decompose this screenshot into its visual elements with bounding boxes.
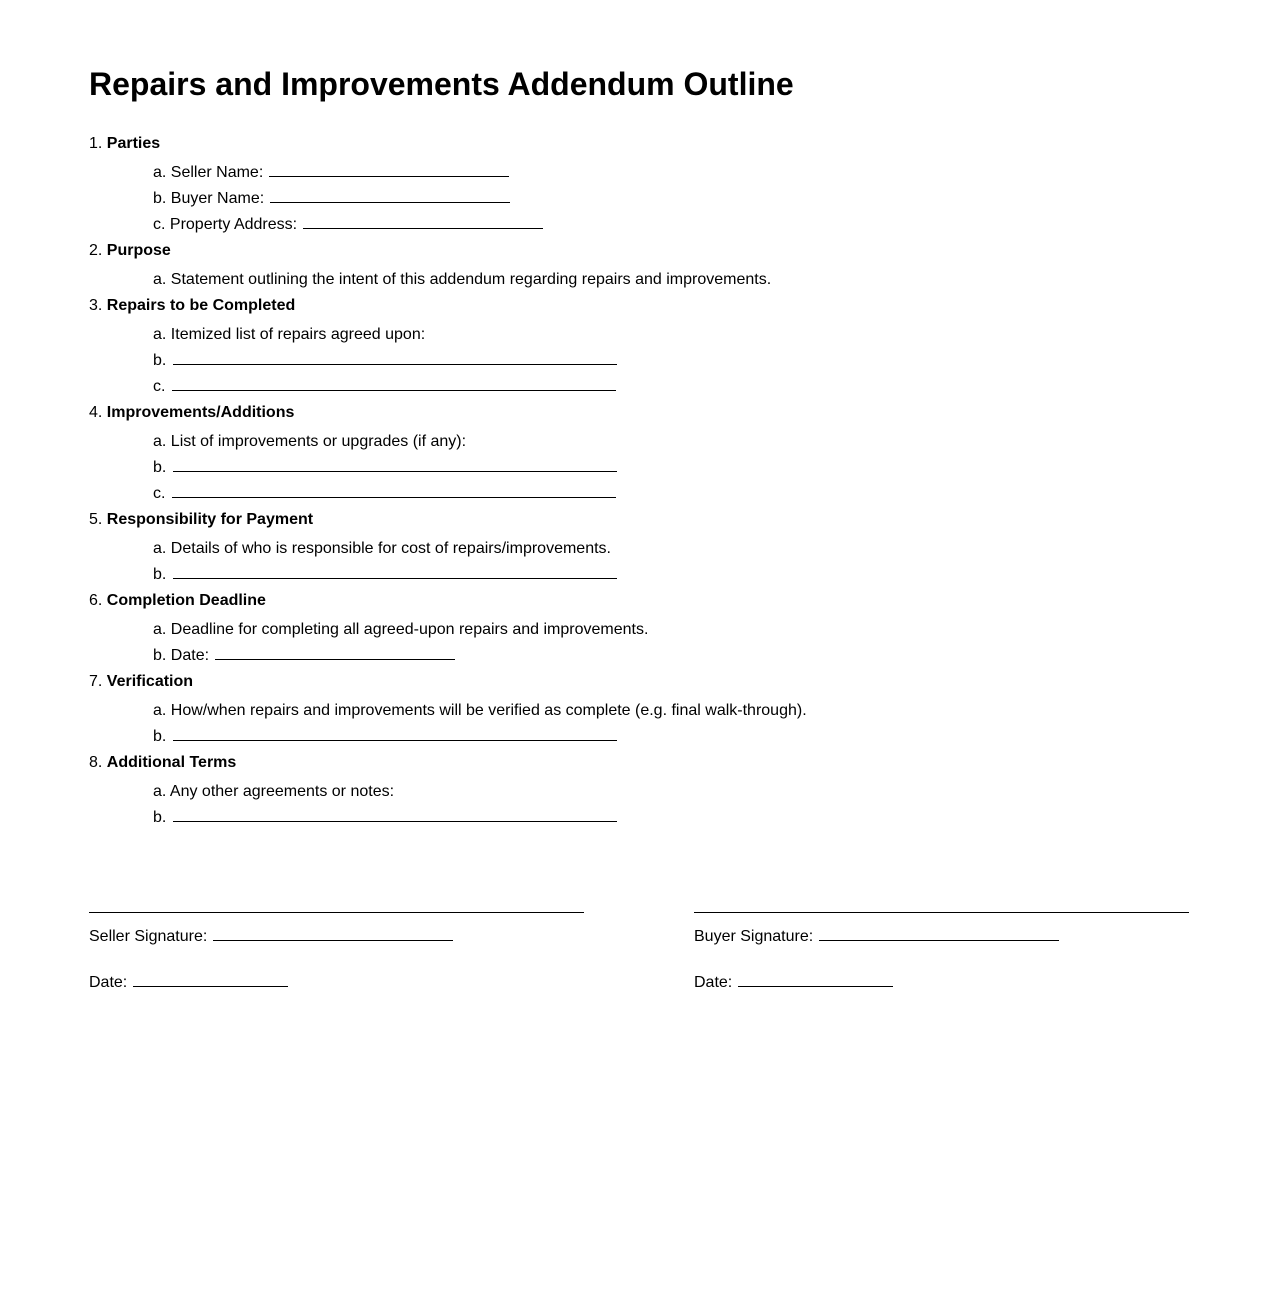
fill-in-blank[interactable] xyxy=(173,455,617,472)
outline-item xyxy=(153,643,1089,669)
seller-signature-field[interactable] xyxy=(213,924,453,941)
item-letter: a. xyxy=(153,783,167,800)
item-letter: a. xyxy=(153,702,167,719)
section-title: Improvements/Additions xyxy=(106,404,295,421)
outline-item xyxy=(153,429,1089,455)
item-letter: c. xyxy=(153,378,166,395)
fill-in-blank[interactable] xyxy=(172,374,616,391)
section-number: 8. xyxy=(89,754,103,771)
section-number: 7. xyxy=(89,673,103,690)
item-letter: b. xyxy=(153,728,167,745)
outline-item xyxy=(153,481,1089,507)
section-number: 4. xyxy=(89,404,103,421)
outline-item xyxy=(153,536,1089,562)
section-heading xyxy=(89,507,1089,532)
outline-item xyxy=(153,186,1089,212)
section-heading xyxy=(89,238,1089,263)
section-items xyxy=(89,318,1089,400)
fill-in-blank[interactable] xyxy=(303,212,543,229)
section-number: 5. xyxy=(89,511,103,528)
seller-date-label: Date: xyxy=(89,974,128,991)
section-title: Verification xyxy=(106,673,194,690)
item-text: Property Address: xyxy=(169,216,298,233)
section-number: 2. xyxy=(89,242,103,259)
fill-in-blank[interactable] xyxy=(172,481,616,498)
fill-in-blank[interactable] xyxy=(173,805,617,822)
item-text: Any other agreements or notes: xyxy=(169,783,395,800)
buyer-signature-label: Buyer Signature: xyxy=(694,928,814,945)
section-items xyxy=(89,263,1089,293)
item-letter: b. xyxy=(153,190,167,207)
item-text: List of improvements or upgrades (if any): xyxy=(170,433,467,450)
item-letter: a. xyxy=(153,433,167,450)
section-title: Completion Deadline xyxy=(106,592,266,609)
outline-item xyxy=(153,212,1089,238)
buyer-signature-line[interactable] xyxy=(694,912,1189,913)
outline-item xyxy=(153,374,1089,400)
section-items xyxy=(89,694,1089,750)
seller-date-row xyxy=(89,970,584,992)
fill-in-blank[interactable] xyxy=(269,160,509,177)
seller-signature-block xyxy=(89,912,584,992)
item-letter: a. xyxy=(153,271,167,288)
item-letter: c. xyxy=(153,485,166,502)
item-text: Buyer Name: xyxy=(170,190,265,207)
section-items xyxy=(89,532,1089,588)
section-heading xyxy=(89,588,1089,613)
outline-item xyxy=(153,562,1089,588)
item-text: Date: xyxy=(170,647,210,664)
item-text: Deadline for completing all agreed-upon repairs and improvements. xyxy=(170,621,649,638)
item-letter: c. xyxy=(153,216,166,233)
seller-signature-line[interactable] xyxy=(89,912,584,913)
item-text: Seller Name: xyxy=(170,164,264,181)
section-items xyxy=(89,156,1089,238)
section-number: 3. xyxy=(89,297,103,314)
seller-date-field[interactable] xyxy=(133,970,288,987)
section-items xyxy=(89,613,1089,669)
outline-item xyxy=(153,805,1089,831)
item-text: Statement outlining the intent of this addendum regarding repairs and improvements. xyxy=(170,271,772,288)
item-letter: b. xyxy=(153,647,167,664)
outline-item xyxy=(153,267,1089,293)
section-title: Purpose xyxy=(106,242,171,259)
outline-item xyxy=(153,698,1089,724)
outline-item xyxy=(153,322,1089,348)
fill-in-blank[interactable] xyxy=(215,643,455,660)
item-letter: b. xyxy=(153,809,167,826)
section-heading xyxy=(89,400,1089,425)
item-letter: a. xyxy=(153,540,167,557)
fill-in-blank[interactable] xyxy=(173,562,617,579)
buyer-signature-field[interactable] xyxy=(819,924,1059,941)
section-title: Repairs to be Completed xyxy=(106,297,296,314)
document-title: Repairs and Improvements Addendum Outline xyxy=(89,66,794,102)
fill-in-blank[interactable] xyxy=(173,724,617,741)
outline-item xyxy=(153,348,1089,374)
buyer-date-field[interactable] xyxy=(738,970,893,987)
outline-item xyxy=(153,617,1089,643)
section-items xyxy=(89,775,1089,831)
section-heading xyxy=(89,293,1089,318)
item-letter: a. xyxy=(153,326,167,343)
item-text: How/when repairs and improvements will be verified as complete (e.g. final walk-through). xyxy=(170,702,807,719)
section-title: Parties xyxy=(106,135,161,152)
seller-signature-row xyxy=(89,924,584,946)
addendum-outline xyxy=(89,131,1089,831)
section-title: Responsibility for Payment xyxy=(106,511,314,528)
outline-item xyxy=(153,779,1089,805)
section-title: Additional Terms xyxy=(106,754,237,771)
outline-item xyxy=(153,455,1089,481)
buyer-date-label: Date: xyxy=(694,974,733,991)
section-heading xyxy=(89,131,1089,156)
seller-signature-label: Seller Signature: xyxy=(89,928,208,945)
item-letter: b. xyxy=(153,566,167,583)
section-heading xyxy=(89,669,1089,694)
buyer-date-row xyxy=(694,970,1189,992)
buyer-signature-row xyxy=(694,924,1189,946)
section-number: 1. xyxy=(89,135,103,152)
fill-in-blank[interactable] xyxy=(270,186,510,203)
buyer-signature-block xyxy=(694,912,1189,992)
item-text: Details of who is responsible for cost of repairs/improvements. xyxy=(170,540,611,557)
item-letter: a. xyxy=(153,164,167,181)
item-letter: b. xyxy=(153,459,167,476)
section-items xyxy=(89,425,1089,507)
item-letter: a. xyxy=(153,621,167,638)
section-heading xyxy=(89,750,1089,775)
outline-item xyxy=(153,724,1089,750)
outline-item xyxy=(153,160,1089,186)
item-letter: b. xyxy=(153,352,167,369)
section-number: 6. xyxy=(89,592,103,609)
item-text: Itemized list of repairs agreed upon: xyxy=(170,326,426,343)
fill-in-blank[interactable] xyxy=(173,348,617,365)
